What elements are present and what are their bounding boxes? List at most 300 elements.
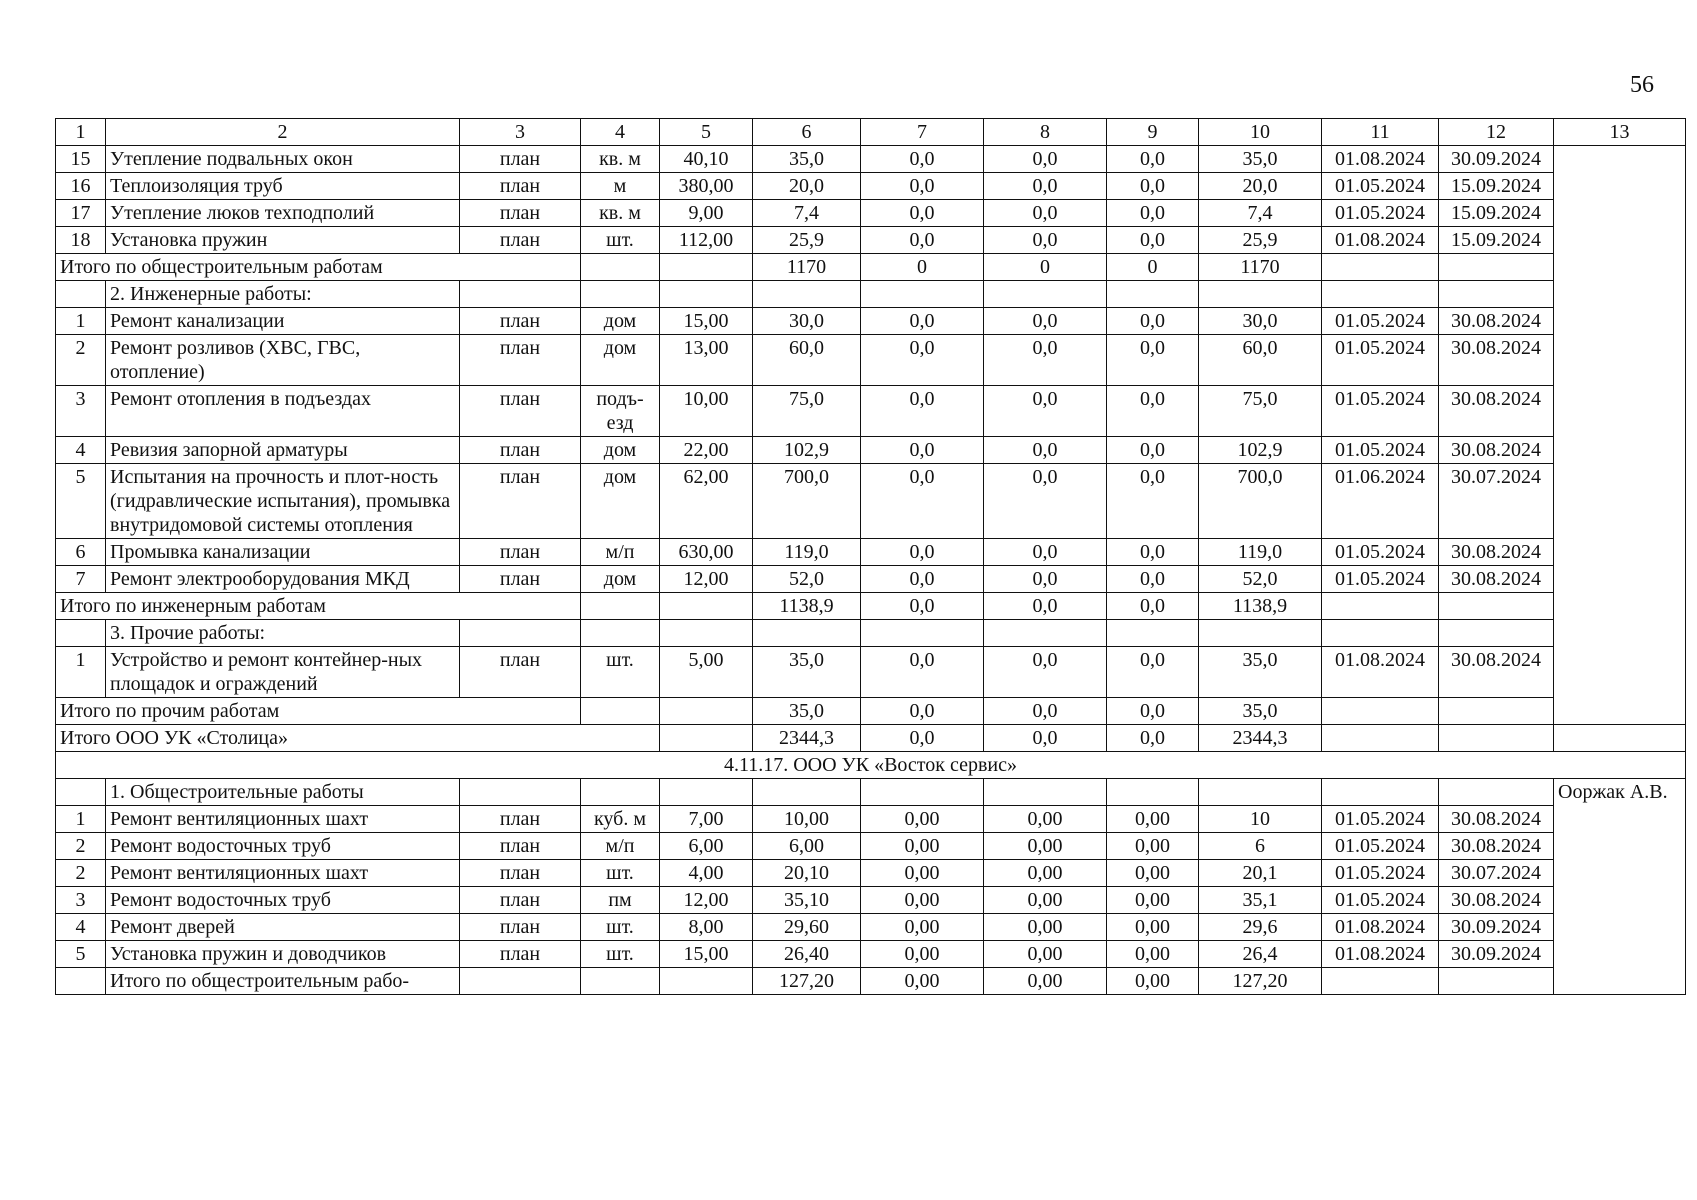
volume: 15,00 [660,941,753,968]
empty-cell [861,620,984,647]
table-row [56,464,1686,539]
total-row [56,254,1686,281]
volume: 6,00 [660,833,753,860]
amount-c7: 0,00 [861,833,984,860]
amount-c7: 0,00 [861,914,984,941]
amount-c7: 0,0 [861,464,984,539]
amount-c10: 7,4 [1199,200,1322,227]
amount-c8: 0,00 [984,833,1107,860]
empty-cell [753,779,861,806]
empty-cell [1322,593,1439,620]
total-label: Итого по общестроительным рабо- [106,968,460,995]
work-name: Утепление подвальных окон [106,146,460,173]
empty-cell [56,779,106,806]
empty-cell [1322,968,1439,995]
work-name: Устройство и ремонт контейнер-ных площадок и ограждений [106,647,460,698]
amount-c9: 0,0 [1107,437,1199,464]
row-type: план [460,833,581,860]
row-number: 5 [56,464,106,539]
amount-c10: 26,4 [1199,941,1322,968]
amount-c8: 0,0 [984,437,1107,464]
amount-c9: 0,0 [1107,308,1199,335]
total-c6: 1138,9 [753,593,861,620]
empty-cell [1199,281,1322,308]
empty-cell [1554,725,1686,752]
total-c6: 35,0 [753,698,861,725]
empty-cell [1439,698,1554,725]
empty-cell [1439,620,1554,647]
unit: куб. м [581,806,660,833]
volume: 15,00 [660,308,753,335]
total-row [56,968,1686,995]
amount-c9: 0,0 [1107,539,1199,566]
amount-c8: 0,00 [984,941,1107,968]
volume: 12,00 [660,566,753,593]
start-date: 01.05.2024 [1322,566,1439,593]
amount-c10: 25,9 [1199,227,1322,254]
amount-c9: 0,0 [1107,335,1199,386]
amount-c6: 35,0 [753,647,861,698]
amount-c8: 0,00 [984,914,1107,941]
empty-cell [460,968,581,995]
end-date: 30.07.2024 [1439,464,1554,539]
amount-c6: 29,60 [753,914,861,941]
column-header: 6 [753,119,861,146]
amount-c6: 35,10 [753,887,861,914]
end-date: 30.08.2024 [1439,308,1554,335]
amount-c8: 0,00 [984,887,1107,914]
section-title: 2. Инженерные работы: [106,281,460,308]
page-number: 56 [1630,72,1654,98]
start-date: 01.05.2024 [1322,539,1439,566]
amount-c9: 0,0 [1107,386,1199,437]
empty-cell [1322,281,1439,308]
work-name: Установка пружин и доводчиков [106,941,460,968]
amount-c8: 0,0 [984,335,1107,386]
amount-c8: 0,0 [984,464,1107,539]
column-header: 1 [56,119,106,146]
section-row [56,281,1686,308]
responsible-person: Ооржак А.В. [1554,779,1686,995]
start-date: 01.05.2024 [1322,308,1439,335]
empty-cell [581,593,660,620]
end-date: 30.08.2024 [1439,833,1554,860]
total-label: Итого по прочим работам [56,698,581,725]
amount-c10: 119,0 [1199,539,1322,566]
end-date: 30.08.2024 [1439,887,1554,914]
work-name: Ревизия запорной арматуры [106,437,460,464]
table-row [56,386,1686,437]
end-date: 30.07.2024 [1439,860,1554,887]
amount-c10: 29,6 [1199,914,1322,941]
table-row [56,806,1686,833]
total-c7: 0,0 [861,593,984,620]
amount-c6: 35,0 [753,146,861,173]
row-type: план [460,566,581,593]
unit: шт. [581,860,660,887]
section-row [56,779,1686,806]
end-date: 30.08.2024 [1439,539,1554,566]
start-date: 01.05.2024 [1322,833,1439,860]
amount-c8: 0,0 [984,386,1107,437]
work-name: Ремонт водосточных труб [106,833,460,860]
empty-cell [1322,254,1439,281]
table-row [56,566,1686,593]
volume: 10,00 [660,386,753,437]
unit: дом [581,464,660,539]
volume: 7,00 [660,806,753,833]
org-title-row [56,752,1686,779]
amount-c6: 7,4 [753,200,861,227]
total-c7: 0 [861,254,984,281]
empty-cell [581,779,660,806]
amount-c6: 30,0 [753,308,861,335]
start-date: 01.05.2024 [1322,173,1439,200]
unit: шт. [581,941,660,968]
table-row [56,227,1686,254]
end-date: 15.09.2024 [1439,200,1554,227]
work-name: Ремонт розливов (ХВС, ГВС, отопление) [106,335,460,386]
volume: 4,00 [660,860,753,887]
empty-cell [660,968,753,995]
amount-c10: 35,1 [1199,887,1322,914]
amount-c9: 0,00 [1107,806,1199,833]
row-number: 5 [56,941,106,968]
total-c9: 0,0 [1107,698,1199,725]
start-date: 01.05.2024 [1322,200,1439,227]
amount-c10: 30,0 [1199,308,1322,335]
table-row [56,941,1686,968]
row-number: 1 [56,308,106,335]
amount-c9: 0,00 [1107,860,1199,887]
table-row [56,308,1686,335]
empty-cell [1107,281,1199,308]
table-row [56,437,1686,464]
total-c7: 0,0 [861,725,984,752]
empty-cell [1439,593,1554,620]
row-number: 7 [56,566,106,593]
row-number: 15 [56,146,106,173]
end-date: 30.08.2024 [1439,647,1554,698]
row-number: 2 [56,335,106,386]
unit: дом [581,437,660,464]
table-row [56,173,1686,200]
volume: 8,00 [660,914,753,941]
empty-cell [56,620,106,647]
amount-c7: 0,0 [861,386,984,437]
amount-c10: 6 [1199,833,1322,860]
column-header: 8 [984,119,1107,146]
amount-c6: 20,0 [753,173,861,200]
row-number: 1 [56,806,106,833]
row-number: 3 [56,386,106,437]
column-header: 11 [1322,119,1439,146]
total-c8: 0,0 [984,698,1107,725]
empty-cell [753,281,861,308]
start-date: 01.08.2024 [1322,941,1439,968]
start-date: 01.05.2024 [1322,437,1439,464]
amount-c8: 0,0 [984,308,1107,335]
row-type: план [460,806,581,833]
unit: м/п [581,539,660,566]
volume: 630,00 [660,539,753,566]
start-date: 01.08.2024 [1322,146,1439,173]
amount-c7: 0,00 [861,806,984,833]
amount-c8: 0,00 [984,806,1107,833]
total-c6: 2344,3 [753,725,861,752]
start-date: 01.05.2024 [1322,335,1439,386]
amount-c7: 0,0 [861,308,984,335]
row-type: план [460,173,581,200]
total-c10: 1170 [1199,254,1322,281]
start-date: 01.08.2024 [1322,647,1439,698]
amount-c9: 0,0 [1107,566,1199,593]
total-label: Итого по инженерным работам [56,593,581,620]
total-label: Итого по общестроительным работам [56,254,581,281]
total-c9: 0,0 [1107,725,1199,752]
amount-c10: 102,9 [1199,437,1322,464]
amount-c6: 75,0 [753,386,861,437]
empty-cell [984,779,1107,806]
amount-c7: 0,0 [861,647,984,698]
row-type: план [460,200,581,227]
amount-c7: 0,0 [861,539,984,566]
total-c8: 0,00 [984,968,1107,995]
table-row [56,914,1686,941]
column-header: 2 [106,119,460,146]
amount-c9: 0,0 [1107,146,1199,173]
total-row [56,725,1686,752]
row-type: план [460,437,581,464]
amount-c6: 119,0 [753,539,861,566]
unit: пм [581,887,660,914]
amount-c10: 52,0 [1199,566,1322,593]
end-date: 15.09.2024 [1439,173,1554,200]
amount-c9: 0,0 [1107,227,1199,254]
work-name: Ремонт вентиляционных шахт [106,806,460,833]
total-c6: 1170 [753,254,861,281]
works-table [55,118,1686,995]
amount-c8: 0,0 [984,647,1107,698]
empty-cell [460,281,581,308]
amount-c8: 0,0 [984,539,1107,566]
amount-c8: 0,00 [984,860,1107,887]
amount-c7: 0,0 [861,227,984,254]
table-row [56,335,1686,386]
end-date: 30.08.2024 [1439,566,1554,593]
row-number: 17 [56,200,106,227]
total-c9: 0 [1107,254,1199,281]
unit: м [581,173,660,200]
start-date: 01.05.2024 [1322,887,1439,914]
volume: 9,00 [660,200,753,227]
empty-cell [1322,779,1439,806]
row-type: план [460,887,581,914]
empty-cell [1439,254,1554,281]
amount-c7: 0,0 [861,146,984,173]
unit: дом [581,335,660,386]
end-date: 30.09.2024 [1439,941,1554,968]
amount-c10: 10 [1199,806,1322,833]
start-date: 01.06.2024 [1322,464,1439,539]
section-title: 3. Прочие работы: [106,620,460,647]
empty-cell [581,698,660,725]
amount-c7: 0,0 [861,437,984,464]
column-header: 12 [1439,119,1554,146]
volume: 40,10 [660,146,753,173]
start-date: 01.08.2024 [1322,227,1439,254]
row-type: план [460,941,581,968]
column-header: 5 [660,119,753,146]
header-row [56,119,1686,146]
volume: 5,00 [660,647,753,698]
unit: кв. м [581,200,660,227]
amount-c10: 20,0 [1199,173,1322,200]
row-number: 4 [56,914,106,941]
empty-cell [1107,779,1199,806]
amount-c10: 700,0 [1199,464,1322,539]
row-type: план [460,647,581,698]
empty-cell [660,620,753,647]
amount-c9: 0,00 [1107,833,1199,860]
empty-cell [1322,620,1439,647]
empty-cell [861,281,984,308]
total-label: Итого ООО УК «Столица» [56,725,660,752]
empty-cell [753,620,861,647]
unit: дом [581,566,660,593]
row-number: 4 [56,437,106,464]
total-c10: 35,0 [1199,698,1322,725]
empty-cell [861,779,984,806]
table-row [56,860,1686,887]
amount-c8: 0,0 [984,146,1107,173]
volume: 112,00 [660,227,753,254]
total-c10: 127,20 [1199,968,1322,995]
empty-cell [581,254,660,281]
empty-cell [660,593,753,620]
unit: м/п [581,833,660,860]
amount-c9: 0,00 [1107,887,1199,914]
total-c9: 0,0 [1107,593,1199,620]
row-type: план [460,860,581,887]
amount-c6: 26,40 [753,941,861,968]
row-type: план [460,308,581,335]
amount-c10: 35,0 [1199,647,1322,698]
total-c8: 0,0 [984,725,1107,752]
row-number: 3 [56,887,106,914]
column-header: 3 [460,119,581,146]
empty-cell [1439,779,1554,806]
row-type: план [460,539,581,566]
empty-cell [581,281,660,308]
empty-cell [1322,725,1439,752]
start-date: 01.05.2024 [1322,860,1439,887]
work-name: Ремонт водосточных труб [106,887,460,914]
amount-c9: 0,0 [1107,200,1199,227]
empty-cell [581,620,660,647]
unit: шт. [581,227,660,254]
section-title: 1. Общестроительные работы [106,779,460,806]
amount-c7: 0,00 [861,887,984,914]
amount-c6: 25,9 [753,227,861,254]
amount-c6: 102,9 [753,437,861,464]
empty-cell [660,698,753,725]
amount-c6: 20,10 [753,860,861,887]
empty-cell [1199,620,1322,647]
empty-cell [460,779,581,806]
unit: дом [581,308,660,335]
empty-cell [1439,281,1554,308]
end-date: 30.09.2024 [1439,914,1554,941]
amount-c6: 10,00 [753,806,861,833]
row-type: план [460,335,581,386]
row-type: план [460,227,581,254]
empty-cell [56,281,106,308]
empty-cell [1322,698,1439,725]
work-name: Промывка канализации [106,539,460,566]
amount-c9: 0,0 [1107,464,1199,539]
end-date: 30.08.2024 [1439,335,1554,386]
end-date: 30.09.2024 [1439,146,1554,173]
total-c7: 0,00 [861,968,984,995]
row-number: 1 [56,647,106,698]
amount-c7: 0,00 [861,941,984,968]
work-name: Ремонт электрооборудования МКД [106,566,460,593]
end-date: 30.08.2024 [1439,437,1554,464]
amount-c10: 35,0 [1199,146,1322,173]
end-date: 30.08.2024 [1439,806,1554,833]
total-c6: 127,20 [753,968,861,995]
amount-c6: 700,0 [753,464,861,539]
amount-c9: 0,00 [1107,914,1199,941]
amount-c8: 0,0 [984,200,1107,227]
column-header: 13 [1554,119,1686,146]
amount-c7: 0,0 [861,566,984,593]
column-header: 4 [581,119,660,146]
empty-cell [1199,779,1322,806]
empty-cell [460,620,581,647]
row-type: план [460,464,581,539]
total-c7: 0,0 [861,698,984,725]
amount-c7: 0,00 [861,860,984,887]
column-header: 7 [861,119,984,146]
start-date: 01.05.2024 [1322,386,1439,437]
column-header: 10 [1199,119,1322,146]
amount-c6: 60,0 [753,335,861,386]
row-type: план [460,146,581,173]
amount-c6: 52,0 [753,566,861,593]
end-date: 30.08.2024 [1439,386,1554,437]
total-row [56,593,1686,620]
total-c8: 0 [984,254,1107,281]
empty-cell [660,779,753,806]
empty-cell [660,281,753,308]
amount-c10: 60,0 [1199,335,1322,386]
work-name: Ремонт дверей [106,914,460,941]
work-name: Испытания на прочность и плот-ность (гидравлические испытания), промывка внутридомовой системы отопления [106,464,460,539]
work-name: Установка пружин [106,227,460,254]
amount-c6: 6,00 [753,833,861,860]
work-name: Ремонт канализации [106,308,460,335]
org-title: 4.11.17. ООО УК «Восток сервис» [56,752,1686,779]
table-row [56,200,1686,227]
volume: 22,00 [660,437,753,464]
row-number: 2 [56,860,106,887]
unit: шт. [581,647,660,698]
work-name: Ремонт отопления в подъездах [106,386,460,437]
empty-cell [1439,725,1554,752]
amount-c7: 0,0 [861,200,984,227]
